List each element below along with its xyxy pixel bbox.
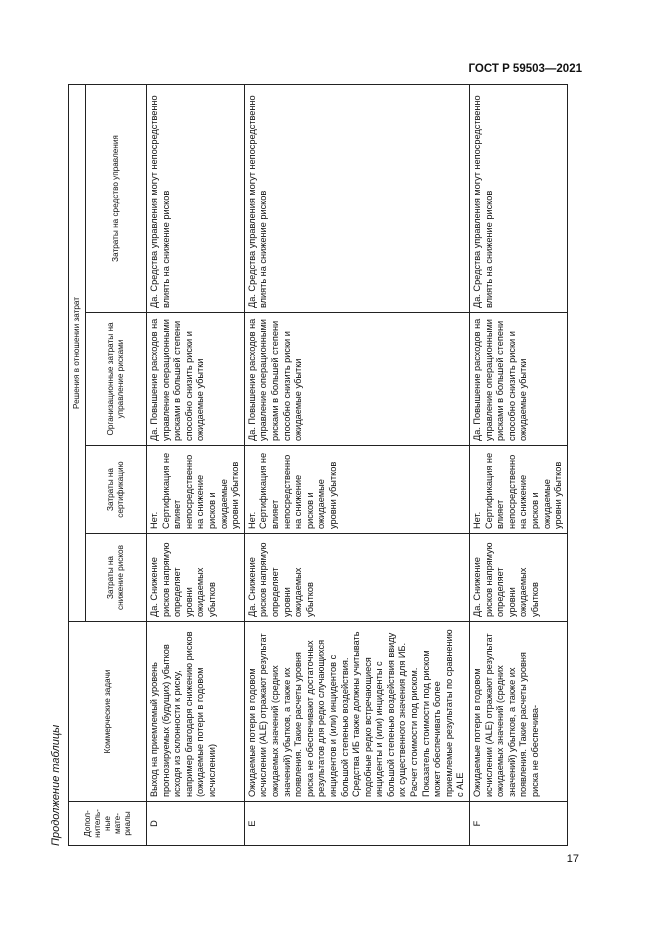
table-row [244, 84, 469, 845]
table-row [147, 84, 245, 845]
header-tasks: Коммерческие задачи [69, 622, 147, 802]
page-number: 17 [566, 853, 579, 865]
row-org-costs: Да. Повышение расходов на управление операционными рисками в большей степени способно снизить риски и ожидаемые убытки [470, 313, 568, 446]
row-control-costs: Да. Средства управления могут непосредственно влиять на снижение рисков [147, 84, 245, 312]
row-risk-reduction: Да. Снижение рисков напрямую определяет уровни ожидаемых убытков [470, 534, 568, 622]
row-risk-reduction: Да. Снижение рисков напрямую определяет уровни ожидаемых убытков [147, 534, 245, 622]
row-org-costs: Да. Повышение расходов на управление операционными рисками в большей степени способно снизить риски и ожидаемые убытки [244, 313, 469, 446]
header-decisions-group: Решения в отношении затрат [69, 84, 86, 621]
header-control-costs: Затраты на средство управления [86, 84, 147, 312]
row-control-costs: Да. Средства управления могут непосредственно влиять на снижение рисков [244, 84, 469, 312]
header-org-costs: Организационные затраты на управление рисками [86, 313, 147, 446]
row-code: D [147, 802, 245, 846]
row-code: E [244, 802, 469, 846]
row-tasks: Выход на приемлемый уровень прогнозируемых (будущих) убытков исходя из склонности к риску, например благодаря снижению рисков (ожидаемые потери в годовом исчислении) [147, 622, 245, 802]
row-certification: Нет. Сертификация не влияет непосредственно на снижение рисков и ожидаемые уровни убытков [470, 446, 568, 534]
header-certification: Затраты на сертификацию [86, 446, 147, 534]
row-tasks: Ожидаемые потери в годовом исчислении (ALE) отражают результат ожидаемых значений (средних значений) убытков, а также их появления. Такие расчеты уровня риска не обеспечива- [470, 622, 568, 802]
table-row [470, 84, 568, 845]
cost-decisions-table [68, 84, 568, 846]
row-control-costs: Да. Средства управления могут непосредственно влиять на снижение рисков [470, 84, 568, 312]
table-caption: Продолжение таблицы [50, 724, 62, 846]
row-code: F [470, 802, 568, 846]
header-row-group [69, 84, 86, 845]
row-tasks: Ожидаемые потери в годовом исчислении (ALE) отражают результат ожидаемых значений (средних значений) убытков, а также их появления. Такие расчеты уровня риска не обеспечивают достаточных результатов для редко случающихся инцидентов и (или) инцидентов с большой степенью воздействия. Средства ИБ также должны учитывать подобные редко встречающиеся инциденты и (или) инциденты с большой степенью воздействия ввиду их существенного значения для ИБ. Расчет стоимости под риском. Показатель стоимости под риском может обеспечивать более приемлемые результаты по сравнению с ALE [244, 622, 469, 802]
standard-id: ГОСТ Р 59503—2021 [468, 63, 582, 75]
row-certification: Нет. Сертификация не влияет непосредственно на снижение рисков и ожидаемые уровни убытков [244, 446, 469, 534]
header-material: Допол-нитель-ные мате-риалы [69, 802, 147, 846]
row-certification: Нет. Сертификация не влияет непосредственно на снижение рисков и ожидаемые уровни убытков [147, 446, 245, 534]
header-risk-reduction: Затраты на снижение рисков [86, 534, 147, 622]
rotated-table-block [52, 85, 584, 846]
row-risk-reduction: Да. Снижение рисков напрямую определяет уровни ожидаемых убытков [244, 534, 469, 622]
row-org-costs: Да. Повышение расходов на управление операционными рисками в большей степени способно снизить риски и ожидаемые убытки [147, 313, 245, 446]
